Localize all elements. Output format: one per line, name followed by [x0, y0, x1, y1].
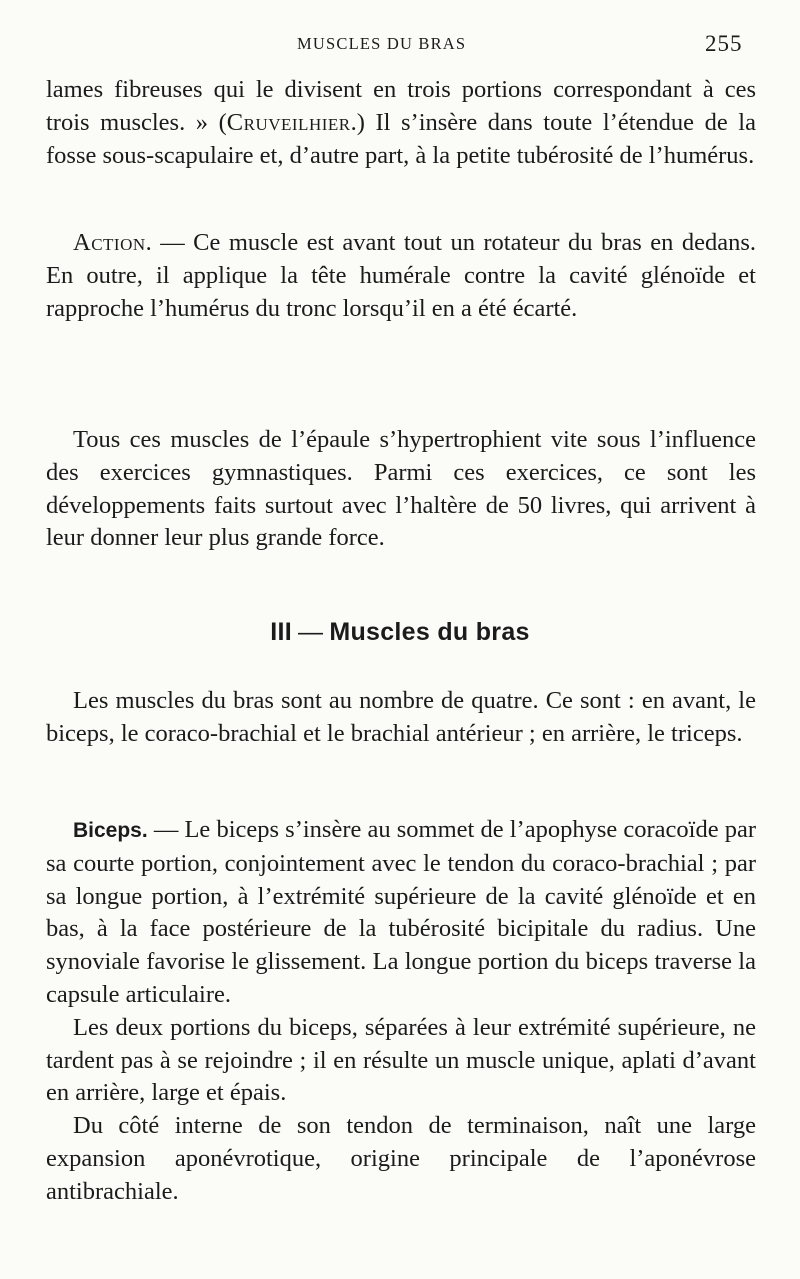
continuation-paragraph	[46, 74, 756, 172]
page-number: 255	[705, 31, 743, 56]
running-title: MUSCLES DU BRAS	[297, 34, 467, 53]
biceps-text: — Le biceps s’insère au sommet de l’apophyse coracoïde par sa courte portion, conjointement avec le tendon du coraco-brachial ; par sa longue portion, à l’extrémité supérieure de la cavité glénoïde et en bas, à la face postérieure de la tubérosité bicipitale du radius. Une synoviale favorise le glissement. La longue portion du biceps traverse la capsule articulaire.	[46, 816, 756, 1008]
section-numeral: III	[270, 618, 293, 646]
biceps-label: Biceps.	[73, 819, 148, 842]
action-paragraph	[46, 227, 756, 325]
section-heading	[0, 618, 800, 647]
hypertrophy-text: Tous ces muscles de l’épaule s’hypertrophient vite sous l’influence des exercices gymnastiques. Parmi ces exercices, ce sont les développements faits surtout avec l’haltère de 50 livres, qui arrivent à leur donner leur plus grande force.	[46, 426, 756, 552]
author-name: Cruveilhier	[226, 108, 351, 136]
intro-text: Les muscles du bras sont au nombre de quatre. Ce sont : en avant, le biceps, le coraco-brachial et le brachial antérieur ; en arrière, le triceps.	[46, 687, 756, 747]
biceps-section	[46, 814, 756, 1209]
continuation-text	[46, 74, 756, 172]
continuation-text-start: lames fibreuses qui le divisent en trois portions correspondant à ces trois muscles. » (	[46, 76, 756, 136]
intro-paragraph	[46, 685, 756, 751]
biceps-paragraph-3: Du côté interne de son tendon de terminaison, naît une large expansion aponévrotique, origine principale de l’aponévrose antibrachiale.	[46, 1112, 756, 1205]
running-head	[0, 31, 800, 58]
section-title: Muscles du bras	[329, 618, 530, 646]
biceps-paragraph-1	[46, 814, 756, 1012]
continuation-text-end: .) Il s’insère dans toute l’étendue de la fosse sous-scapulaire et, d’autre part, à la petite tubérosité de l’humérus.	[46, 108, 756, 169]
action-text	[46, 227, 756, 325]
action-body: . — Ce muscle est avant tout un rotateur du bras en dedans. En outre, il applique la tête humérale contre la cavité glénoïde et rapproche l’humérus du tronc lorsqu’il en a été écarté.	[46, 229, 756, 322]
biceps-paragraph-2: Les deux portions du biceps, séparées à leur extrémité supérieure, ne tardent pas à se rejoindre ; il en résulte un muscle unique, aplati d’avant en arrière, large et épais.	[46, 1013, 756, 1107]
hypertrophy-paragraph	[46, 424, 756, 555]
action-label: Action	[73, 229, 146, 256]
section-dash: —	[298, 618, 324, 646]
